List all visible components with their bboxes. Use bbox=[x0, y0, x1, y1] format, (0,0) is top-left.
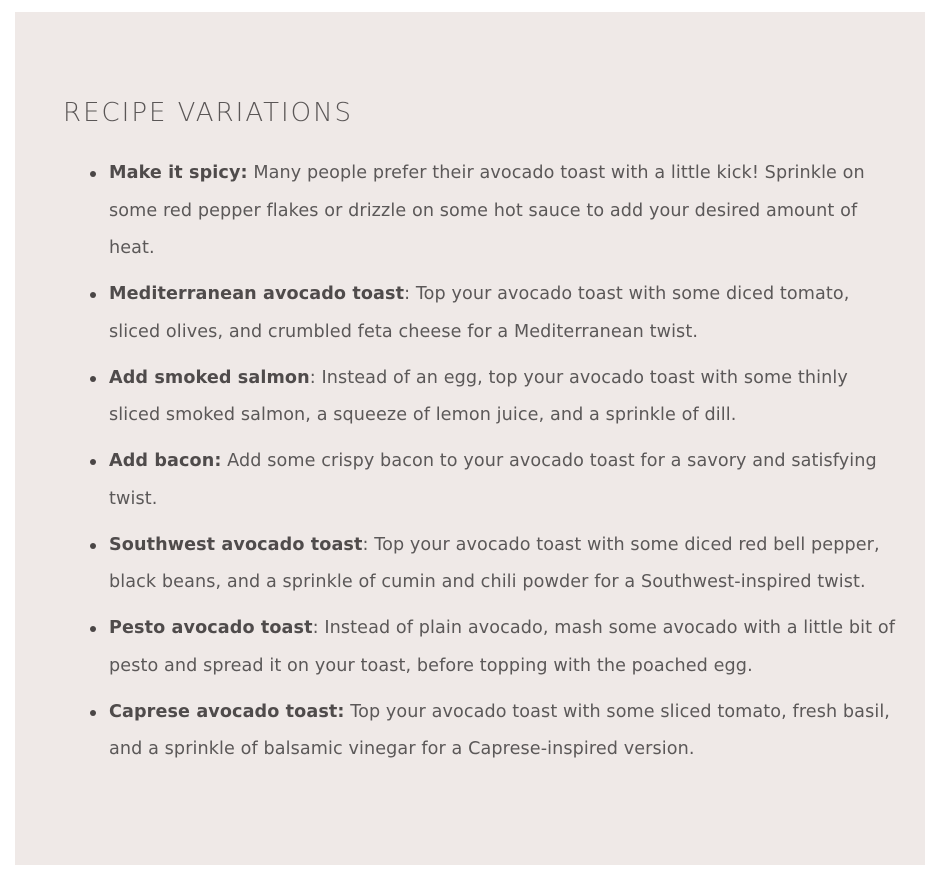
item-term: Caprese avocado toast: bbox=[109, 701, 345, 722]
list-item bbox=[109, 360, 895, 435]
list-item bbox=[109, 527, 895, 602]
list-item bbox=[109, 610, 895, 685]
item-term: Pesto avocado toast bbox=[109, 618, 313, 638]
item-text: Many people prefer their avocado toast with a little kick! Sprinkle on some red pepper flakes or drizzle on some hot sauce to add your desired amount of heat. bbox=[109, 163, 865, 258]
list-item bbox=[109, 276, 895, 351]
variations-list bbox=[63, 155, 895, 769]
item-term: Add bacon: bbox=[109, 451, 222, 471]
item-term: Make it spicy: bbox=[109, 163, 248, 183]
bullet-icon bbox=[90, 626, 96, 632]
bullet-icon bbox=[90, 710, 96, 716]
item-term: Southwest avocado toast bbox=[109, 534, 363, 555]
item-term: Add smoked salmon bbox=[109, 367, 310, 388]
item-text: Add some crispy bacon to your avocado toast for a savory and satisfying twist. bbox=[109, 451, 877, 509]
bullet-icon bbox=[90, 376, 96, 382]
item-text: : Top your avocado toast with some diced red bell pepper, black beans, and a sprinkle of cumin and chili powder for a Southwest-inspired twist. bbox=[109, 534, 880, 592]
list-item bbox=[109, 443, 895, 518]
bullet-icon bbox=[90, 459, 96, 465]
item-text: : Top your avocado toast with some diced tomato, sliced olives, and crumbled feta cheese for a Mediterranean twist. bbox=[109, 284, 850, 342]
recipe-variations-card bbox=[15, 12, 925, 865]
section-title: RECIPE VARIATIONS bbox=[63, 98, 354, 128]
bullet-icon bbox=[90, 543, 96, 549]
list-item bbox=[109, 155, 895, 268]
bullet-icon bbox=[90, 292, 96, 298]
list-item bbox=[109, 694, 895, 769]
item-text: Top your avocado toast with some sliced tomato, fresh basil, and a sprinkle of balsamic vinegar for a Caprese-inspired version. bbox=[109, 701, 891, 759]
bullet-icon bbox=[90, 171, 96, 177]
item-text: : Instead of plain avocado, mash some avocado with a little bit of pesto and spread it on your toast, before topping with the poached egg. bbox=[109, 618, 895, 676]
item-term: Mediterranean avocado toast bbox=[109, 284, 405, 304]
item-text: : Instead of an egg, top your avocado toast with some thinly sliced smoked salmon, a squeeze of lemon juice, and a sprinkle of dill. bbox=[109, 367, 848, 425]
